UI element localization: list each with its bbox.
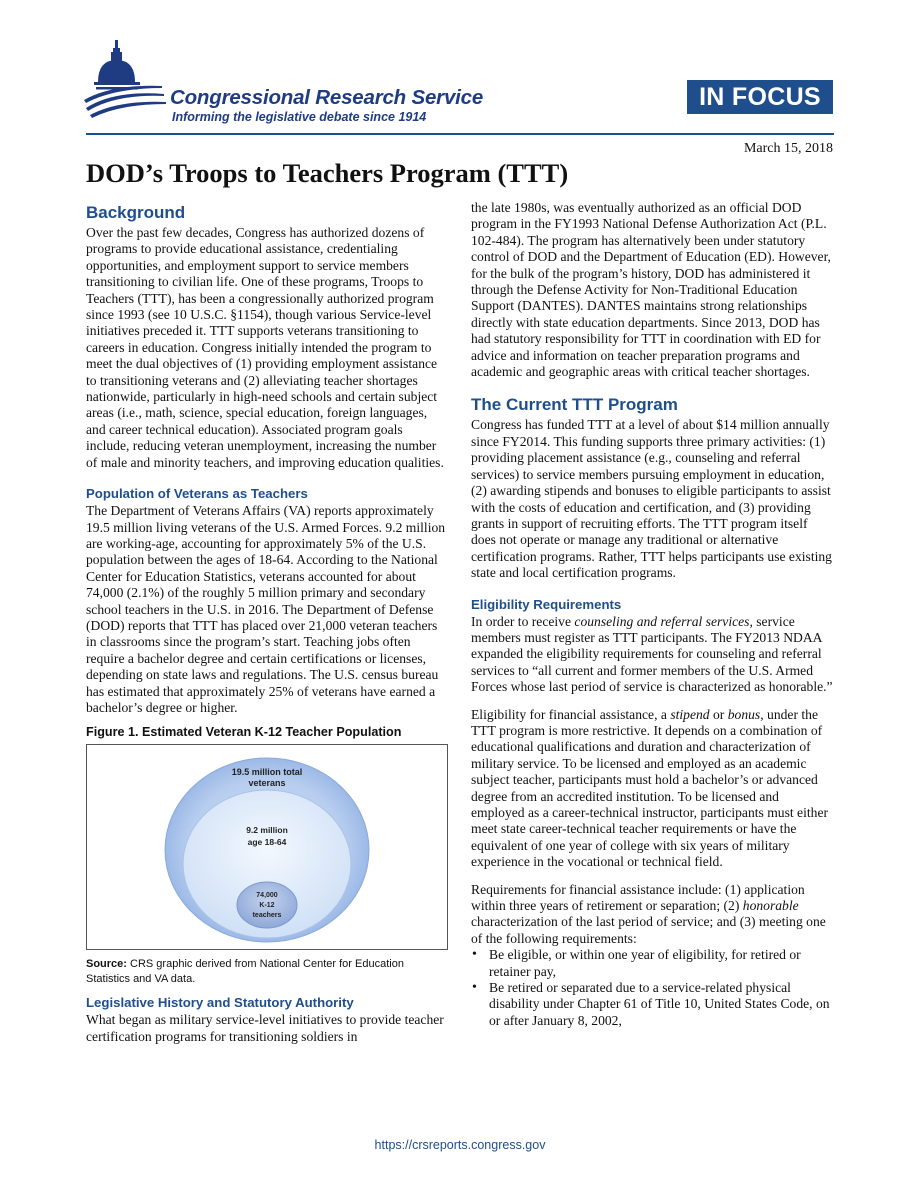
figure-source — [86, 957, 448, 987]
left-column — [86, 200, 448, 1045]
inner-label-line1: 74,000 — [256, 892, 278, 900]
figure-1 — [86, 744, 448, 950]
org-name: Congressional Research Service — [170, 86, 484, 109]
current-program-heading: The Current TTT Program — [471, 395, 678, 415]
requirements-list — [471, 947, 833, 1029]
publication-date: March 15, 2018 — [743, 141, 833, 156]
current-program-paragraph: Congress has funded TTT at a level of about $14 million annually since FY2014. This funding supports three primary activities: (1) providing placement assistance (e.g., counseling and referral services) to service members pursuing employment in education, (2) awarding stipends and bonuses to eligible participants to assist with the costs of education and certification, and (3) providing grants in support of recruiting efforts. The TTT program itself does not operate or manage any traditional or alternative certification programs. Rather, TTT helps participants use existing state and local certification programs. — [471, 417, 832, 581]
middle-label-line1: 9.2 million — [246, 825, 288, 836]
population-paragraph: The Department of Veterans Affairs (VA) reports approximately 19.5 million living veterans of the U.S. Armed Forces. 9.2 million are working-age, accounting for approximately 5% of the U.S. population between the ages of 18-64. According to the National Center for Education Statistics, veterans accounted for about 74,000 (2.1%) of the roughly 5 million primary and secondary school teachers in the U.S. in 2016. The Department of Defense (DOD) reports that TTT has placed over 21,000 veteran teachers in classrooms since the program’s start. Teaching jobs often require a bachelor degree and certain certifications or licenses, depending on state laws and regulations. The U.S. census bureau has estimated that approximately 25% of veterans have earned a bachelor’s degree or higher. — [86, 503, 446, 715]
eligibility-paragraph-1: In order to receive counseling and referral services, service members must register as TTT participants. The FY2013 NDAA expanded the eligibility requirements for counseling and referral services to “all current and former members of the U.S. Armed Forces whose last period of service is characterized as honorable.” — [471, 613, 833, 695]
source-label: Source: — [86, 958, 127, 971]
nested-circles-diagram — [87, 745, 447, 949]
background-heading: Background — [86, 203, 186, 222]
requirements-paragraph: Requirements for financial assistance include: (1) application within three years of retirement or separation; (2) honorable characterization of the last period of service; and (3) meeting one of the following requirements: — [471, 881, 826, 946]
list-item: • Be retired or separated due to a service-related physical disability under Chapter 61 of Title 10, United States Code, on or after January 8, 2002, — [489, 980, 833, 1029]
inner-label-line3: teachers — [252, 912, 282, 920]
outer-label-line2: veterans — [248, 778, 286, 789]
middle-label-line2: age 18-64 — [247, 837, 287, 848]
source-text: CRS graphic derived from National Center for Education Statistics and VA data. — [86, 958, 404, 986]
header-rule — [86, 133, 834, 135]
footer-url[interactable]: https://crsreports.congress.gov — [374, 1138, 546, 1152]
org-tagline: Informing the legislative debate since 1914 — [172, 110, 427, 124]
legislative-paragraph: What began as military service-level initiatives to provide teacher certification programs for transitioning soldiers in — [86, 1012, 444, 1044]
background-paragraph: Over the past few decades, Congress has authorized dozens of programs to provide educational assistance, credentialing opportunities, and employment support to service members transitioning to civilian life. One of these programs, Troops to Teachers (TTT), has been a congressionally authorized program since 1993 (see 10 U.S.C. §1154), though various Service-level initiatives preceded it. TTT supports veterans transitioning to careers in education. Congress initially intended the program to meet the dual objectives of (1) providing employment assistance to transitioning veterans and (2) alleviating teacher shortages nationwide, particularly in high-need schools and certain subject areas (i.e., math, science, special education, foreign languages, and career technical education). Associated program goals include, reducing veteran unemployment, increasing the number of male and minority teachers, and improving education qualities. — [86, 225, 444, 470]
outer-label-line1: 19.5 million total — [231, 767, 303, 778]
legislative-paragraph-continued: the late 1980s, was eventually authorized as an official DOD program in the FY1993 National Defense Authorization Act (P.L. 102-484). The program has alternatively been under statutory control of DOD and the Department of Education (ED). However, for the bulk of the program’s history, DOD has administered it through the Defense Activity for Non-Traditional Education Support (DANTES). DANTES maintains strong relationships directly with state education departments. Since 2013, DOD has had statutory responsibility for TTT in coordination with ED for advice and information on teacher preparation programs and academic and geographic areas with critical teacher shortages. — [471, 200, 831, 380]
eligibility-paragraph-2: Eligibility for financial assistance, a stipend or bonus, under the TTT program is more restrictive. It depends on a combination of educational qualifications and duration and characterization of military service. To be licensed and employed as an academic subject teacher, participants must hold a bachelor’s or advanced degree from an accredited institution. To be licensed and employed as a career-technical instructor, participants must either meet state career-technical teacher requirements or have the equivalent of one year of college with six years of military experience in the vocational or technical field. — [471, 706, 829, 870]
capitol-dome-icon — [84, 38, 166, 118]
document-title: DOD’s Troops to Teachers Program (TTT) — [86, 158, 569, 188]
right-column — [471, 200, 833, 1029]
in-focus-badge: IN FOCUS — [687, 80, 833, 114]
page-header — [0, 0, 920, 140]
eligibility-heading: Eligibility Requirements — [471, 596, 622, 612]
list-item: • Be eligible, or within one year of eligibility, for retired or retainer pay, — [489, 947, 833, 980]
legislative-heading: Legislative History and Statutory Authority — [86, 995, 354, 1011]
population-heading: Population of Veterans as Teachers — [86, 486, 308, 502]
inner-label-line2: K-12 — [259, 902, 275, 910]
figure-caption: Figure 1. Estimated Veteran K-12 Teacher Population — [86, 725, 402, 740]
